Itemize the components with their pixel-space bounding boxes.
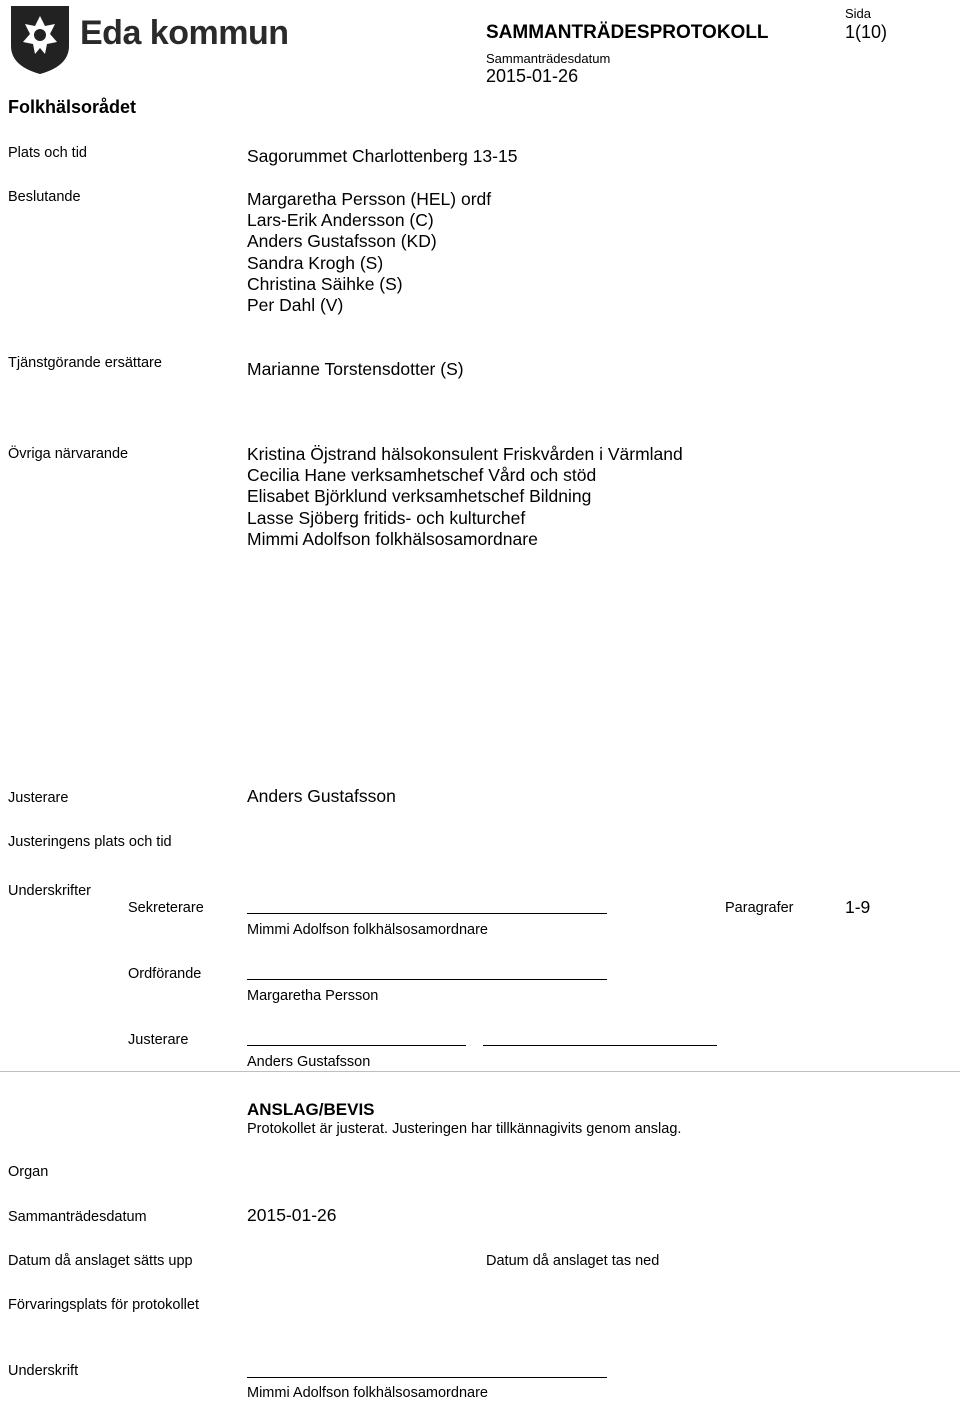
paragraphs-label: Paragrafer <box>725 900 794 916</box>
meeting-date-label: Sammanträdesdatum <box>486 51 611 66</box>
secretary-label: Sekreterare <box>128 900 204 916</box>
meeting-date: 2015-01-26 <box>486 66 579 86</box>
others-label: Övriga närvarande <box>8 446 129 462</box>
paragraphs-value: 1-9 <box>845 897 871 917</box>
list-item: Anders Gustafsson (KD) <box>247 231 437 252</box>
list-item: Lasse Sjöberg fritids- och kulturchef <box>247 507 526 528</box>
list-item: Margaretha Persson (HEL) ordf <box>247 189 492 209</box>
removed-date-label: Datum då anslaget tas ned <box>486 1253 660 1269</box>
list-item: Lars-Erik Andersson (C) <box>247 210 434 231</box>
signature-adjuster-name: Anders Gustafsson <box>247 1054 371 1070</box>
deciding-list <box>247 189 491 316</box>
notice-signature-line <box>247 1377 607 1378</box>
notice-title: ANSLAG/BEVIS <box>247 1100 375 1119</box>
list-item: Per Dahl (V) <box>247 295 344 316</box>
adjuster-value: Anders Gustafsson <box>247 786 396 806</box>
adjuster-signature-line-2 <box>483 1045 717 1046</box>
page-number: 1(10) <box>845 22 888 42</box>
municipality-logo <box>9 4 71 76</box>
list-item: Cecilia Hane verksamhetschef Vård och stöd <box>247 465 597 486</box>
others-list <box>247 444 683 550</box>
deciding-label: Beslutande <box>8 189 81 205</box>
adjust-place-label: Justeringens plats och tid <box>8 834 172 850</box>
chair-label: Ordförande <box>128 966 202 982</box>
body-name: Folkhälsorådet <box>8 97 137 117</box>
organ-label: Organ <box>8 1164 49 1180</box>
secretary-signature-line <box>247 913 607 914</box>
storage-label: Förvaringsplats för protokollet <box>8 1297 199 1313</box>
signatures-label: Underskrifter <box>8 883 91 899</box>
list-item: Kristina Öjstrand hälsokonsulent Friskvården i Värmland <box>247 444 683 464</box>
list-item: Mimmi Adolfson folkhälsosamordnare <box>247 528 538 549</box>
chair-signature-line <box>247 979 607 980</box>
substitutes-label: Tjänstgörande ersättare <box>8 355 162 371</box>
list-item: Sandra Krogh (S) <box>247 252 384 273</box>
signature-adjuster-label: Justerare <box>128 1032 189 1048</box>
section-divider <box>0 1071 960 1072</box>
place-label: Plats och tid <box>8 145 87 161</box>
notice-date-value: 2015-01-26 <box>247 1205 337 1225</box>
substitute-value: Marianne Torstensdotter (S) <box>247 359 464 379</box>
list-item: Elisabet Björklund verksamhetschef Bildning <box>247 486 592 507</box>
page-label: Sida <box>845 6 872 21</box>
notice-signer-name: Mimmi Adolfson folkhälsosamordnare <box>247 1385 488 1401</box>
chair-name: Margaretha Persson <box>247 988 379 1004</box>
adjuster-signature-line <box>247 1045 466 1046</box>
municipality-name: Eda kommun <box>80 14 289 52</box>
notice-date-label: Sammanträdesdatum <box>8 1209 147 1225</box>
document-type: SAMMANTRÄDESPROTOKOLL <box>486 22 769 43</box>
secretary-name: Mimmi Adolfson folkhälsosamordnare <box>247 922 488 938</box>
place-value: Sagorummet Charlottenberg 13-15 <box>247 146 518 166</box>
coat-of-arms-icon <box>9 4 71 76</box>
posted-date-label: Datum då anslaget sätts upp <box>8 1253 193 1269</box>
signature-label: Underskrift <box>8 1363 79 1379</box>
notice-text: Protokollet är justerat. Justeringen har tillkännagivits genom anslag. <box>247 1121 682 1137</box>
adjuster-label: Justerare <box>8 790 69 806</box>
list-item: Christina Säihke (S) <box>247 273 403 294</box>
